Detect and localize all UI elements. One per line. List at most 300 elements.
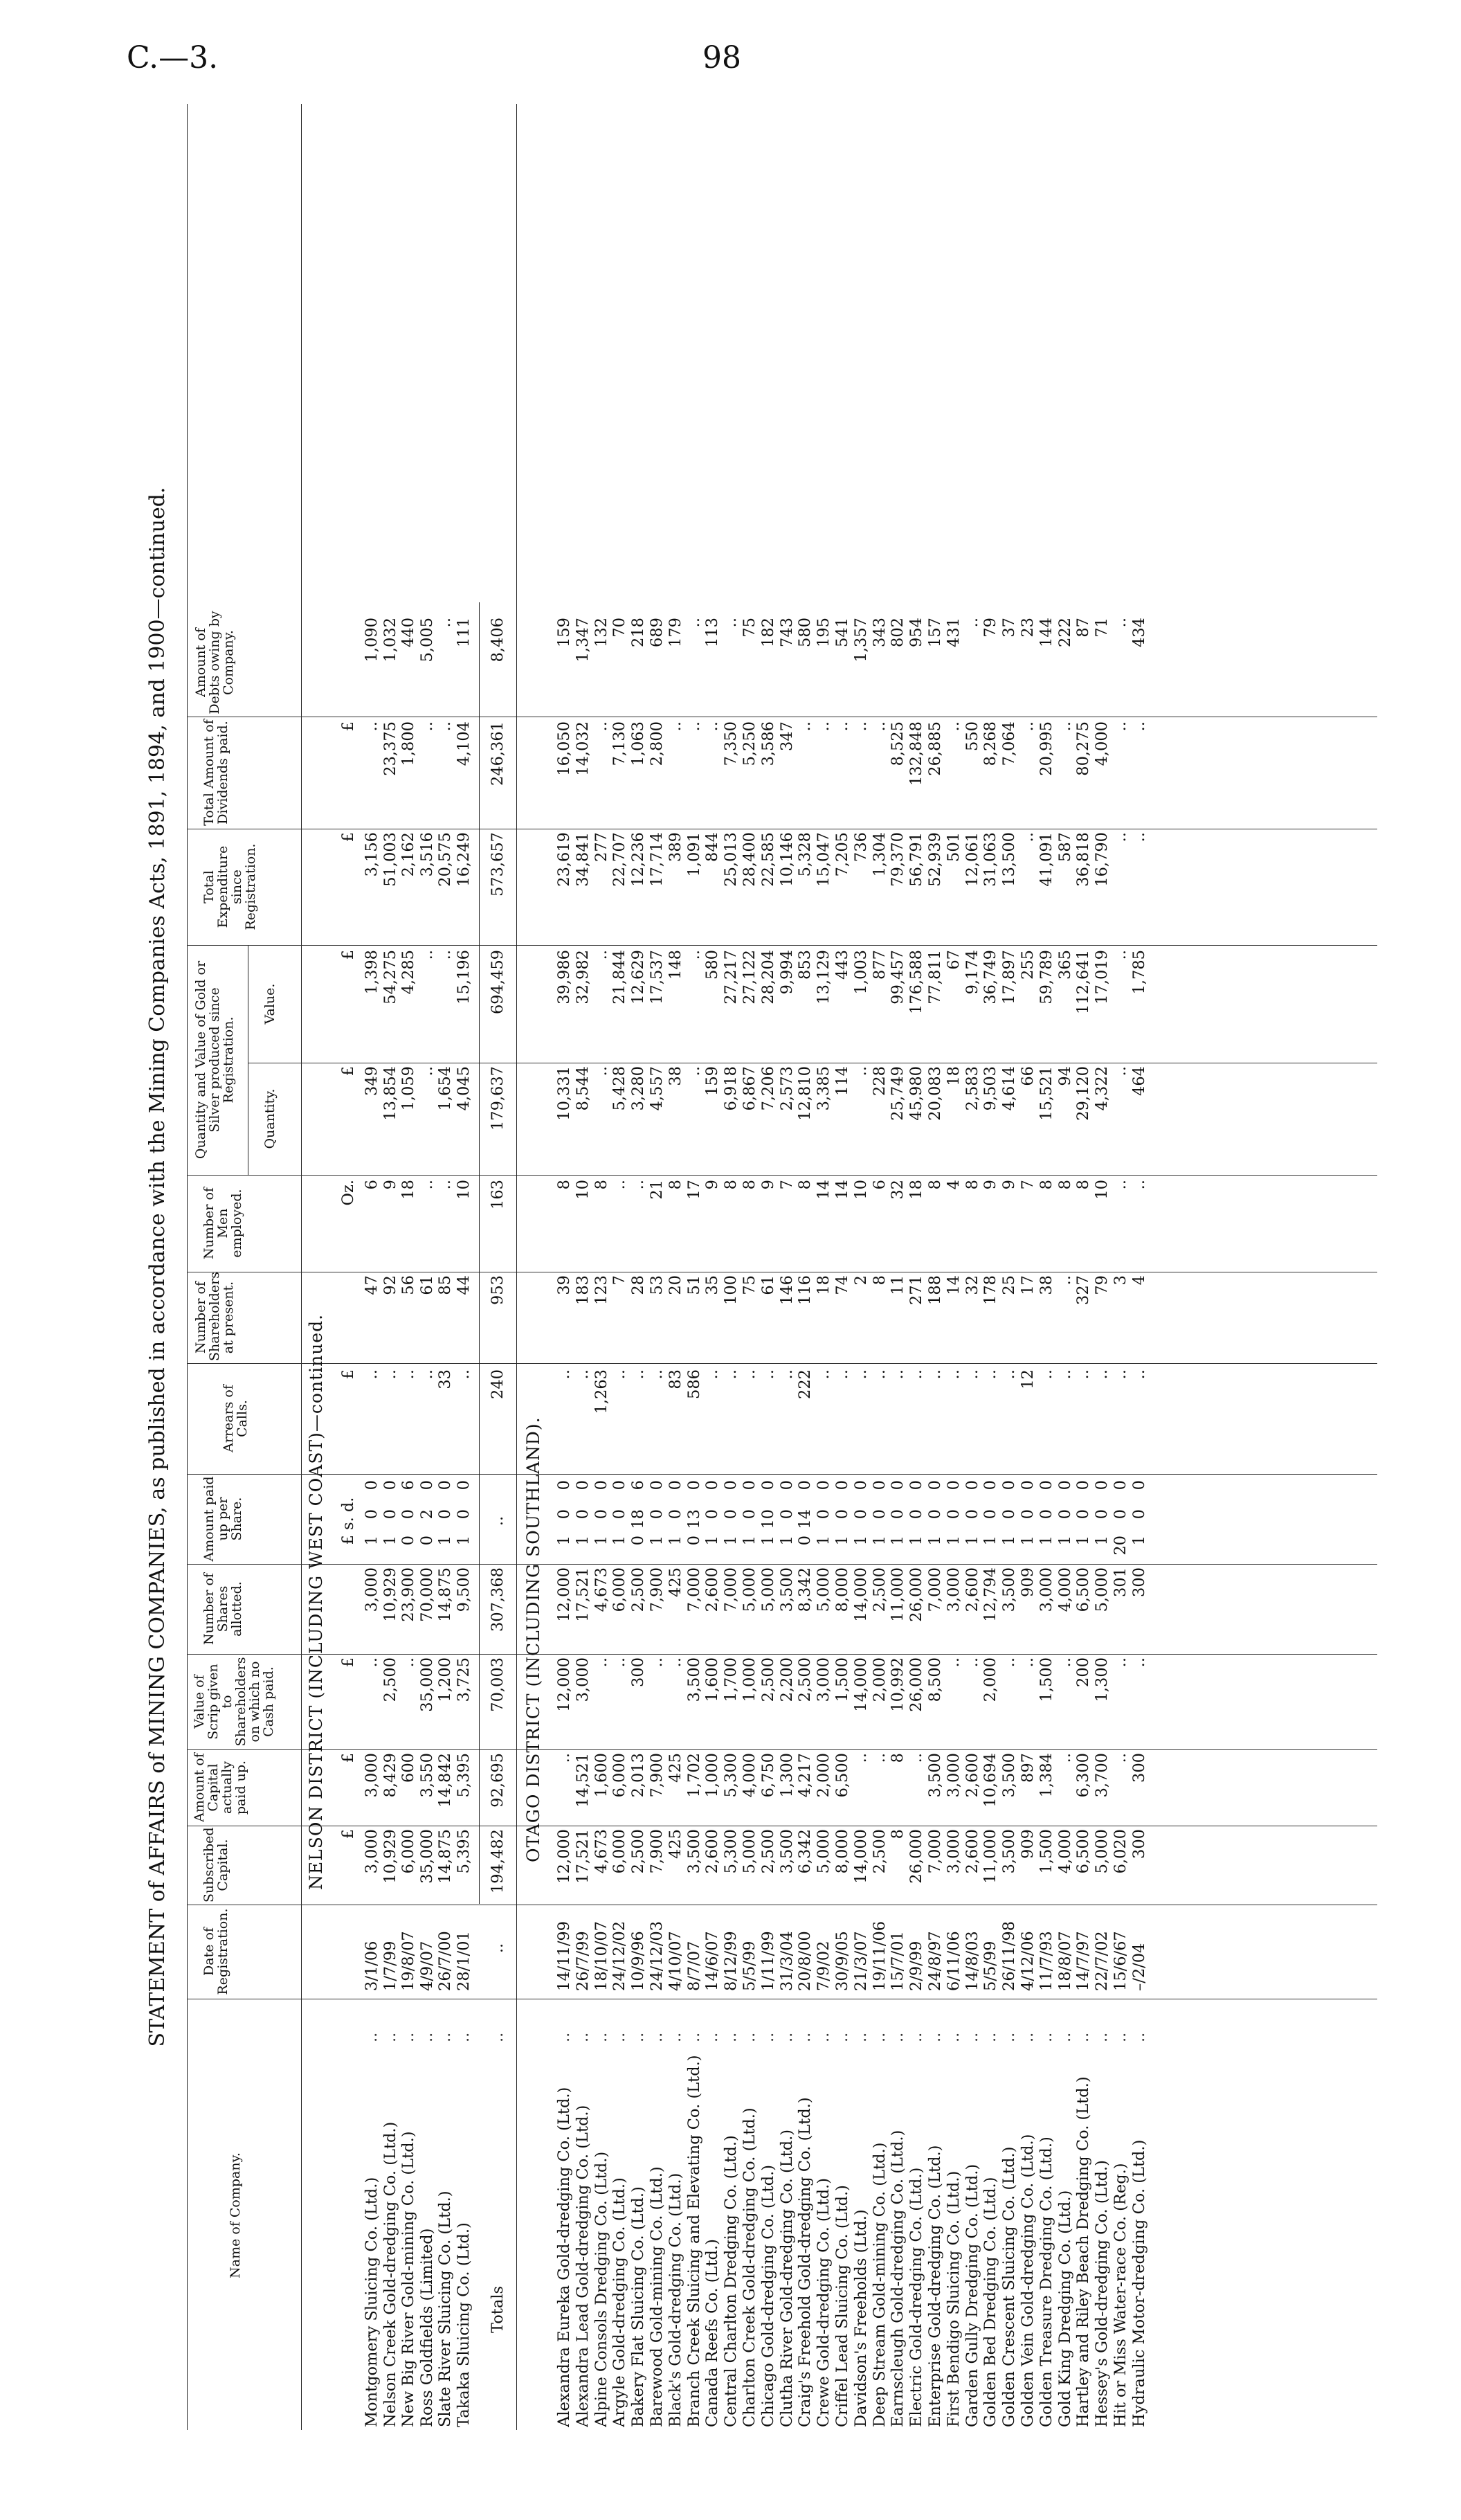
cell-men: 10 [1093, 1180, 1111, 1200]
cell-d: 0 [648, 1480, 666, 1491]
table-row [418, 602, 436, 2430]
leader-dots: .. [963, 2032, 981, 2042]
leader-dots: .. [741, 2032, 759, 2042]
leader-dots: .. [1019, 2032, 1037, 2042]
cell-shares: 2,500 [629, 1567, 648, 1612]
cell-d: 0 [592, 1480, 610, 1491]
cell-paid: 5,395 [454, 1753, 473, 1798]
registration-date: 26/7/99 [573, 1931, 592, 1991]
cell-debt: 802 [889, 618, 907, 647]
cell-val: .. [417, 950, 436, 960]
cell-scrip: 2,000 [981, 1657, 1000, 1702]
cell-men: 21 [648, 1180, 666, 1200]
cell-scrip: 1,700 [722, 1657, 741, 1702]
header-shareholders: Number of Shareholders at present. [193, 1272, 236, 1361]
cell-d: 0 [703, 1480, 722, 1491]
cell-holders: 25 [1000, 1275, 1019, 1295]
cell-div: .. [833, 721, 851, 732]
registration-date: 19/11/06 [870, 1920, 889, 1991]
cell-holders: 3 [1111, 1275, 1129, 1286]
cell-paid: 5,300 [722, 1753, 741, 1798]
cell-l: 1 [1074, 1536, 1093, 1546]
registration-date: 26/7/00 [436, 1931, 454, 1991]
registration-date: 24/12/03 [648, 1920, 666, 1991]
cell-val: 28,204 [759, 950, 777, 1005]
cell-s: 0 [666, 1509, 684, 1520]
company-name: First Bendigo Sluicing Co. (Ltd.) [944, 2170, 963, 2427]
cell-d: 0 [363, 1480, 381, 1491]
cell-d: 0 [722, 1480, 741, 1491]
company-name: Black's Gold-dredging Co. (Ltd.) [666, 2172, 684, 2427]
cell-arr: .. [759, 1369, 777, 1380]
cell-l: 1 [592, 1536, 610, 1546]
registration-date: 10/9/96 [629, 1931, 648, 1991]
cell-s: 2 [417, 1509, 436, 1520]
cell-exp: 31,063 [981, 832, 1000, 887]
company-name: Criffel Lead Sluicing Co. (Ltd.) [833, 2185, 851, 2427]
cell-men: 7 [777, 1180, 796, 1190]
cell-exp: 51,003 [381, 832, 399, 887]
cell-div: .. [1019, 721, 1037, 732]
cell-sub: 3,500 [777, 1829, 796, 1874]
table-row [381, 602, 399, 2430]
cell-arr: .. [1129, 1369, 1148, 1380]
cell-val: 1,785 [1129, 950, 1148, 995]
cell-div: 347 [777, 721, 796, 751]
company-name: Gold King Dredging Co. (Ltd.) [1055, 2190, 1074, 2427]
cell-paid: 6,750 [759, 1753, 777, 1798]
cell-val: 99,457 [889, 950, 907, 1005]
cell-debt: 222 [1055, 618, 1074, 647]
cell-men: 10 [573, 1180, 592, 1200]
registration-date: 24/8/97 [926, 1931, 944, 1991]
leader-dots: .. [1037, 2032, 1055, 2042]
cell-exp: 3,516 [417, 832, 436, 877]
cell-shares: 425 [666, 1567, 684, 1597]
cell-s: 0 [648, 1509, 666, 1520]
cell-shares: 3,000 [363, 1567, 381, 1612]
leader-dots: .. [417, 2032, 436, 2042]
rule-header [301, 104, 302, 2430]
cell-men: 8 [796, 1180, 815, 1190]
cell-debt: 343 [870, 618, 889, 647]
cell-paid: 300 [1129, 1753, 1148, 1783]
leader-dots: .. [1055, 2032, 1074, 2042]
cell-sub: 6,342 [796, 1829, 815, 1874]
cell-sub: 6,000 [610, 1829, 629, 1874]
header-date: Date of Registration. [201, 1908, 230, 1995]
cell-val: 1,003 [851, 950, 870, 995]
leader-dots: .. [889, 2032, 907, 2042]
cell-holders: 28 [629, 1275, 648, 1295]
cell-exp: 16,249 [454, 832, 473, 887]
cell-s: 0 [1111, 1509, 1129, 1520]
company-name: Craig's Freehold Gold-dredging Co. (Ltd.) [796, 2097, 815, 2427]
leader-dots: .. [1129, 2032, 1148, 2042]
cell-debt: 1,032 [381, 618, 399, 663]
cell-div: .. [815, 721, 833, 732]
cell-d: 0 [944, 1480, 963, 1491]
cell-qty: 4,614 [1000, 1066, 1019, 1111]
cell-men: .. [629, 1180, 648, 1190]
cell-arr: .. [926, 1369, 944, 1380]
cell-s: 0 [815, 1509, 833, 1520]
cell-debt: 440 [399, 618, 417, 647]
cell-scrip: 2,500 [759, 1657, 777, 1702]
cell-d: 0 [436, 1480, 454, 1491]
cell-men: 6 [363, 1180, 381, 1190]
cell-exp: 7,205 [833, 832, 851, 877]
cell-val: 36,749 [981, 950, 1000, 1005]
cell-paid: 3,700 [1093, 1753, 1111, 1798]
cell-arr: .. [777, 1369, 796, 1380]
cell-d: 0 [777, 1480, 796, 1491]
rule-subtotal [479, 602, 480, 1904]
cell-scrip: 12,000 [555, 1657, 573, 1712]
cell-exp: 1,091 [684, 832, 703, 877]
cell-val: 1,398 [363, 950, 381, 995]
cell-qty: 4,557 [648, 1066, 666, 1111]
cell-shares: 5,000 [741, 1567, 759, 1612]
cell-d: 0 [1055, 1480, 1074, 1491]
registration-date: 4/9/07 [417, 1941, 436, 1991]
cell-exp: .. [1111, 832, 1129, 843]
cell-men: 8 [741, 1180, 759, 1190]
cell-sub: 909 [1019, 1829, 1037, 1859]
leader-dots: .. [926, 2032, 944, 2042]
cell-scrip: .. [1000, 1657, 1019, 1668]
cell-shares: 300 [1129, 1567, 1148, 1597]
cell-sub: 8,000 [833, 1829, 851, 1874]
cell-scrip: .. [592, 1657, 610, 1668]
company-name: Barewood Gold-mining Co. (Ltd.) [648, 2166, 666, 2427]
cell-shares: 909 [1019, 1567, 1037, 1597]
cell-s: 0 [555, 1509, 573, 1520]
cell-arr: .. [648, 1369, 666, 1380]
cell-d: 0 [926, 1480, 944, 1491]
table-row [963, 602, 981, 2430]
cell-debt: 1,357 [851, 618, 870, 663]
company-name: Canada Reefs Co. (Ltd.) [703, 2239, 722, 2427]
cell-scrip: 8,500 [926, 1657, 944, 1702]
cell-s: 0 [741, 1509, 759, 1520]
cell-holders: 53 [648, 1275, 666, 1295]
cell-debt: .. [722, 618, 741, 628]
cell-arr: .. [981, 1369, 1000, 1380]
cell-scrip: 1,200 [436, 1657, 454, 1702]
cell-qty: 3,280 [629, 1066, 648, 1111]
registration-date: 15/7/01 [889, 1931, 907, 1991]
cell-sub: 2,500 [629, 1829, 648, 1874]
cell-scrip: 1,500 [1037, 1657, 1055, 1702]
cell-val: 32,982 [573, 950, 592, 1005]
cell-debt: 743 [777, 618, 796, 647]
company-name: Earnscleugh Gold-dredging Co. (Ltd.) [889, 2130, 907, 2427]
cell-val: 877 [870, 950, 889, 980]
cell-scrip: .. [648, 1657, 666, 1668]
company-name: Montgomery Sluicing Co. (Ltd.) [363, 2177, 381, 2427]
cell-div: .. [417, 721, 436, 732]
cell-holders: 123 [592, 1275, 610, 1305]
cell-shares: 2,500 [870, 1567, 889, 1612]
cell-sub: 6,500 [1074, 1829, 1093, 1874]
registration-date: 14/7/97 [1074, 1931, 1093, 1991]
cell-l: 1 [436, 1536, 454, 1546]
cell-val: 27,122 [741, 950, 759, 1005]
table-row [703, 602, 721, 2430]
cell-holders: 116 [796, 1275, 815, 1305]
company-name: Ross Goldfields (Limited) [417, 2228, 436, 2427]
cell-sub: 17,521 [573, 1829, 592, 1884]
units-row: £ £ £ £ s. d. £ Oz. £ £ £ £ [339, 721, 357, 1839]
cell-holders: 44 [454, 1275, 473, 1295]
cell-l: 1 [1129, 1536, 1148, 1546]
cell-men: .. [436, 1180, 454, 1190]
cell-s: 0 [1074, 1509, 1093, 1520]
cell-val: 67 [944, 950, 963, 970]
cell-holders: 271 [907, 1275, 926, 1305]
table-row [796, 602, 814, 2430]
cell-qty: 6,918 [722, 1066, 741, 1111]
cell-holders: .. [1055, 1275, 1074, 1286]
company-name: Hit or Miss Water-race Co. (Reg.) [1111, 2163, 1129, 2427]
cell-scrip: .. [399, 1657, 417, 1668]
cell-men: 8 [1074, 1180, 1093, 1190]
cell-div: 5,250 [741, 721, 759, 766]
cell-exp: 22,585 [759, 832, 777, 887]
table-row [815, 602, 833, 2430]
registration-date: 14/11/99 [555, 1920, 573, 1991]
leader-dots: .. [722, 2032, 741, 2042]
cell-shares: 7,900 [648, 1567, 666, 1612]
cell-qty: 159 [703, 1066, 722, 1096]
cell-holders: 11 [889, 1275, 907, 1295]
header-name: Name of Company. [228, 2152, 243, 2278]
cell-shares: 7,000 [722, 1567, 741, 1612]
cell-paid: 7,900 [648, 1753, 666, 1798]
cell-arr: .. [1055, 1369, 1074, 1380]
cell-exp: 13,500 [1000, 832, 1019, 887]
cell-val: 255 [1019, 950, 1037, 980]
leader-dots: .. [592, 2032, 610, 2042]
cell-debt: 37 [1000, 618, 1019, 638]
leader-dots: .. [1093, 2032, 1111, 2042]
cell-scrip: .. [944, 1657, 963, 1668]
cell-d: 0 [684, 1480, 703, 1491]
cell-debt: 218 [629, 618, 648, 647]
cell-qty: .. [684, 1066, 703, 1077]
table-row [1093, 602, 1111, 2430]
cell-debt: 71 [1093, 618, 1111, 638]
cell-s: 0 [722, 1509, 741, 1520]
cell-s: 0 [1037, 1509, 1055, 1520]
cell-paid: 897 [1019, 1753, 1037, 1783]
header-arrears: Arrears of Calls. [221, 1385, 250, 1452]
cell-exp: 12,236 [629, 832, 648, 887]
cell-d: 0 [1000, 1480, 1019, 1491]
cell-exp: 5,328 [796, 832, 815, 877]
cell-scrip: 2,200 [777, 1657, 796, 1702]
cell-shares: 3,000 [1037, 1567, 1055, 1612]
cell-l: 1 [833, 1536, 851, 1546]
cell-sub: 5,000 [815, 1829, 833, 1874]
cell-div: 80,275 [1074, 721, 1093, 776]
header-per-share: Amount paid up per Share. [201, 1476, 244, 1562]
registration-date: 2/9/99 [907, 1941, 926, 1991]
cell-div: 2,800 [648, 721, 666, 766]
cell-sub: 5,395 [454, 1829, 473, 1874]
cell-s: 0 [381, 1509, 399, 1520]
cell-l: 0 [399, 1536, 417, 1546]
cell-sub: 4,000 [1055, 1829, 1074, 1874]
cell-l: 1 [963, 1536, 981, 1546]
registration-date: 3/1/06 [363, 1941, 381, 1991]
table-row [399, 602, 417, 2430]
cell-scrip: 10,992 [889, 1657, 907, 1712]
cell-scrip: 2,500 [381, 1657, 399, 1702]
cell-shares: 5,000 [815, 1567, 833, 1612]
cell-l: 1 [741, 1536, 759, 1546]
cell-paid: 1,384 [1037, 1753, 1055, 1798]
cell-arr: .. [629, 1369, 648, 1380]
cell-holders: 61 [417, 1275, 436, 1295]
cell-shares: 4,000 [1055, 1567, 1074, 1612]
cell-men: 7 [1019, 1180, 1037, 1190]
cell-paid: 2,013 [629, 1753, 648, 1798]
cell-qty: 12,810 [796, 1066, 815, 1121]
cell-l: 1 [981, 1536, 1000, 1546]
cell-arr: 83 [666, 1369, 684, 1389]
leader-dots: .. [759, 2032, 777, 2042]
cell-arr: .. [417, 1369, 436, 1380]
cell-scrip: 1,600 [703, 1657, 722, 1702]
table-row [1074, 602, 1092, 2430]
company-name: Slate River Sluicing Co. (Ltd.) [436, 2190, 454, 2427]
cell-div: .. [363, 721, 381, 732]
cell-men: 8 [666, 1180, 684, 1190]
cell-exp: 52,939 [926, 832, 944, 887]
cell-d: 0 [741, 1480, 759, 1491]
cell-shares: 26,000 [907, 1567, 926, 1622]
cell-exp: 15,047 [815, 832, 833, 887]
cell-s: 0 [436, 1509, 454, 1520]
cell-debt: 111 [454, 618, 473, 647]
cell-debt: 70 [610, 618, 629, 638]
cell-sub: 14,000 [851, 1829, 870, 1884]
company-name: Crewe Gold-dredging Co. (Ltd.) [815, 2177, 833, 2427]
cell-d: 0 [963, 1480, 981, 1491]
cell-sub: 2,600 [703, 1829, 722, 1874]
table-row [1130, 602, 1148, 2430]
page-code: C.—3. [127, 40, 219, 75]
cell-men: 8 [926, 1180, 944, 1190]
table-row [741, 602, 759, 2430]
cell-scrip: .. [666, 1657, 684, 1668]
cell-shares: 4,673 [592, 1567, 610, 1612]
company-name: Golden Bed Dredging Co. (Ltd.) [981, 2177, 1000, 2427]
cell-men: 9 [703, 1180, 722, 1190]
registration-date: 11/7/93 [1037, 1931, 1055, 1991]
cell-d: 0 [815, 1480, 833, 1491]
cell-d: 0 [610, 1480, 629, 1491]
cell-l: 0 [684, 1536, 703, 1546]
cell-scrip: 1,300 [1093, 1657, 1111, 1702]
cell-exp: 41,091 [1037, 832, 1055, 887]
leader-dots: .. [399, 2032, 417, 2042]
cell-holders: 2 [851, 1275, 870, 1286]
cell-men: 18 [907, 1180, 926, 1200]
cell-paid: 10,694 [981, 1753, 1000, 1808]
table-row [592, 602, 610, 2430]
cell-div: 1,063 [629, 721, 648, 766]
cell-l: 1 [722, 1536, 741, 1546]
cell-d: 0 [454, 1480, 473, 1491]
cell-debt: 1,090 [363, 618, 381, 663]
cell-scrip: 3,500 [684, 1657, 703, 1702]
cell-arr: .. [1111, 1369, 1129, 1380]
registration-date: 1/7/99 [381, 1941, 399, 1991]
cell-scrip: .. [363, 1657, 381, 1668]
leader-dots: .. [796, 2032, 815, 2042]
cell-paid: .. [907, 1753, 926, 1763]
cell-holders: 18 [815, 1275, 833, 1295]
cell-qty: 1,654 [436, 1066, 454, 1111]
cell-debt: 179 [666, 618, 684, 647]
cell-val: 580 [703, 950, 722, 980]
cell-shares: 14,875 [436, 1567, 454, 1622]
cell-qty: 15,521 [1037, 1066, 1055, 1121]
cell-div: 132,848 [907, 721, 926, 786]
cell-d: 0 [666, 1480, 684, 1491]
cell-men: 4 [944, 1180, 963, 1190]
cell-debt: .. [436, 618, 454, 628]
cell-men: 9 [759, 1180, 777, 1190]
registration-date: 14/8/03 [963, 1931, 981, 1991]
cell-arr: .. [454, 1369, 473, 1380]
cell-men: .. [610, 1180, 629, 1190]
cell-sub: 2,500 [759, 1829, 777, 1874]
cell-sub: 2,500 [870, 1829, 889, 1874]
cell-div: 20,995 [1037, 721, 1055, 776]
cell-scrip: .. [963, 1657, 981, 1668]
cell-debt: 159 [555, 618, 573, 647]
header-scrip: Value of Scrip given to Shareholders on which no Cash paid. [192, 1657, 276, 1747]
cell-men: 8 [963, 1180, 981, 1190]
table-row [945, 602, 963, 2430]
cell-men: 8 [592, 1180, 610, 1190]
cell-shares: 8,342 [796, 1567, 815, 1612]
cell-men: 8 [1055, 1180, 1074, 1190]
cell-exp: 22,707 [610, 832, 629, 887]
cell-d: 0 [1111, 1480, 1129, 1491]
registration-date: 4/12/06 [1019, 1931, 1037, 1991]
cell-scrip: .. [1055, 1657, 1074, 1668]
cell-exp: 1,304 [870, 832, 889, 877]
cell-div: 4,000 [1093, 721, 1111, 766]
cell-s: 0 [573, 1509, 592, 1520]
header-subscribed: Subscribed Capital. [201, 1827, 230, 1902]
cell-s: 0 [1000, 1509, 1019, 1520]
cell-exp: 23,619 [555, 832, 573, 887]
cell-debt: .. [963, 618, 981, 628]
table-row [907, 602, 925, 2430]
rule-top [187, 104, 188, 2430]
cell-shares: 7,000 [926, 1567, 944, 1612]
leader-dots: .. [870, 2032, 889, 2042]
cell-paid: 1,300 [777, 1753, 796, 1798]
cell-men: 8 [555, 1180, 573, 1190]
registration-date: 22/7/02 [1093, 1931, 1111, 1991]
